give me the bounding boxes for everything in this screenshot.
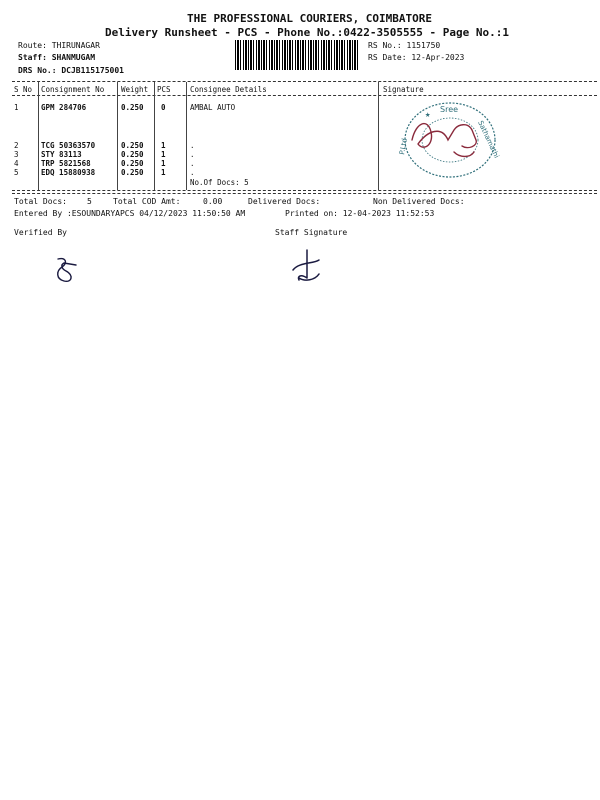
staff-signature-label: Staff Signature [275, 228, 348, 237]
col-header-pcs: PCS [157, 85, 171, 94]
table-row-weight: 0.250 [121, 168, 144, 177]
company-stamp [398, 100, 501, 182]
non-delivered-docs-label: Non Delivered Docs: [373, 197, 465, 206]
stamp-star: ★ [425, 110, 431, 120]
table-row-consignment: TRP 5821568 [41, 159, 91, 168]
table-row-consignee: . [190, 159, 195, 168]
table-row-sno: 3 [14, 150, 19, 159]
table-row-sno: 4 [14, 159, 19, 168]
table-row-consignee: AMBAL AUTO [190, 103, 236, 112]
col-divider [38, 82, 39, 190]
staff-signature-mark [285, 248, 330, 284]
no-of-docs: No.Of Docs: 5 [190, 178, 249, 187]
total-cod-value: 0.00 [203, 197, 223, 206]
col-header-consignment: Consignment No [41, 85, 105, 94]
entered-by: Entered By :ESOUNDARYAPCS 04/12/2023 11:50:50 AM [14, 209, 246, 218]
route: Route: THIRUNAGAR [18, 41, 100, 50]
table-header-rule [12, 95, 597, 96]
table-row-pcs: 1 [161, 141, 166, 150]
verified-by-label: Verified By [14, 228, 67, 237]
table-row-consignee: . [190, 150, 195, 159]
rs-number: RS No.: 1151750 [368, 41, 441, 50]
col-divider [378, 82, 379, 190]
total-docs-label: Total Docs: [14, 197, 67, 206]
col-header-consignee: Consignee Details [190, 85, 267, 94]
total-cod-label: Total COD Amt: [113, 197, 181, 206]
printed-on: Printed on: 12-04-2023 11:52:53 [285, 209, 435, 218]
stamp-text-top: Sree [440, 105, 459, 114]
handwritten-signature [412, 124, 476, 157]
total-docs-value: 5 [87, 197, 92, 206]
table-row-consignee: . [190, 168, 195, 177]
rs-date: RS Date: 12-Apr-2023 [368, 53, 465, 62]
col-header-weight: Weight [121, 85, 149, 94]
runsheet-subtitle: Delivery Runsheet - PCS - Phone No.:0422-3505555 - Page No.:1 [105, 26, 509, 39]
staff: Staff: SHANMUGAM [18, 53, 96, 62]
table-row-sno: 1 [14, 103, 19, 112]
table-row-pcs: 1 [161, 150, 166, 159]
col-divider [186, 82, 187, 190]
col-divider [154, 82, 155, 190]
delivered-docs-label: Delivered Docs: [248, 197, 321, 206]
table-top-rule [12, 81, 597, 82]
table-row-weight: 0.250 [121, 141, 144, 150]
company-title: THE PROFESSIONAL COURIERS, COIMBATORE [187, 12, 433, 25]
stamp-text-left: P.Ltd [398, 137, 409, 156]
verifier-signature [50, 255, 90, 287]
table-row-consignment: TCG 50363570 [41, 141, 96, 150]
barcode [235, 40, 360, 70]
drs-number: DRS No.: DCJB115175001 [18, 66, 124, 75]
table-row-sno: 5 [14, 168, 19, 177]
stamp-text-right: Sathamathi [476, 119, 501, 160]
table-row-weight: 0.250 [121, 150, 144, 159]
col-header-sno: S No [14, 85, 33, 94]
table-row-pcs: 1 [161, 159, 166, 168]
table-row-sno: 2 [14, 141, 19, 150]
footer-rule [12, 193, 597, 194]
table-row-weight: 0.250 [121, 103, 144, 112]
col-header-signature: Signature [383, 85, 424, 94]
col-divider [117, 82, 118, 190]
table-bottom-rule [12, 190, 597, 191]
table-row-pcs: 1 [161, 168, 166, 177]
table-row-weight: 0.250 [121, 159, 144, 168]
table-row-consignee: . [190, 141, 195, 150]
table-row-consignment: EDQ 15880938 [41, 168, 96, 177]
table-row-consignment: GPM 284706 [41, 103, 87, 112]
table-row-consignment: STY 83113 [41, 150, 82, 159]
table-row-pcs: 0 [161, 103, 166, 112]
